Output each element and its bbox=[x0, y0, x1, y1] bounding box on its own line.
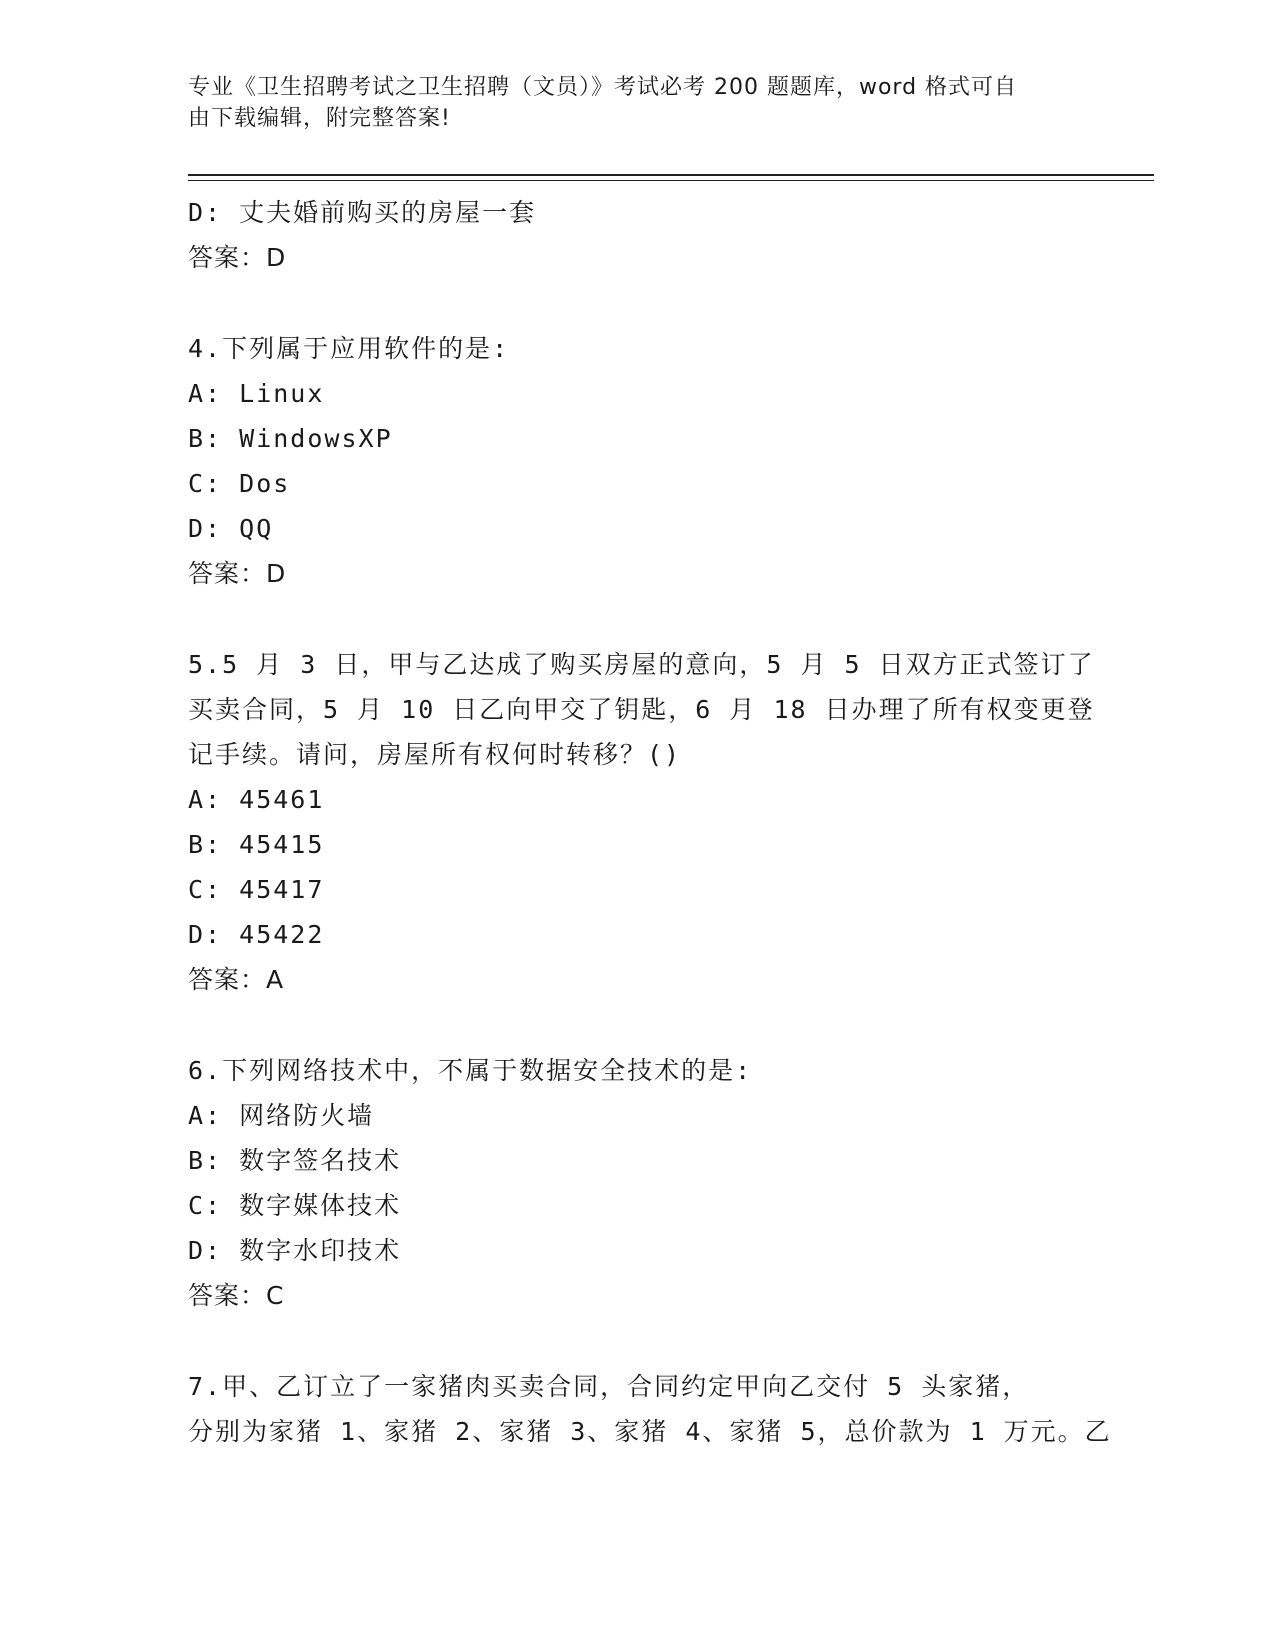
option-b: B: 数字签名技术 bbox=[188, 1146, 402, 1175]
option-d: D: 45422 bbox=[188, 920, 325, 949]
question-4 bbox=[188, 326, 1108, 596]
option-d: D: 丈夫婚前购买的房屋一套 bbox=[188, 198, 537, 227]
question-3-tail bbox=[188, 190, 1108, 280]
option-a: A: 网络防火墙 bbox=[188, 1101, 375, 1130]
question-stem-line-3: 记手续。请问，房屋所有权何时转移？() bbox=[188, 740, 682, 769]
option-d: D: 数字水印技术 bbox=[188, 1236, 402, 1265]
question-stem-line-1: 5.5 月 3 日，甲与乙达成了购买房屋的意向，5 月 5 日双方正式签订了 bbox=[188, 650, 1095, 679]
question-stem: 6.下列网络技术中，不属于数据安全技术的是: bbox=[188, 1056, 753, 1085]
option-c: C: Dos bbox=[188, 469, 291, 498]
option-b: B: 45415 bbox=[188, 830, 325, 859]
answer: 答案：C bbox=[188, 1281, 285, 1310]
answer: 答案：A bbox=[188, 965, 285, 994]
answer: 答案：D bbox=[188, 243, 287, 272]
question-stem-line-2: 买卖合同，5 月 10 日乙向甲交了钥匙，6 月 18 日办理了所有权变更登 bbox=[188, 695, 1095, 724]
option-a: A: 45461 bbox=[188, 785, 325, 814]
question-stem-line-2: 分别为家猪 1、家猪 2、家猪 3、家猪 4、家猪 5，总价款为 1 万元。乙 bbox=[188, 1417, 1112, 1446]
header-line-1: 专业《卫生招聘考试之卫生招聘（文员）》考试必考 200 题题库，word 格式可自 bbox=[188, 75, 1018, 100]
header-rule-top bbox=[188, 174, 1154, 176]
option-b: B: WindowsXP bbox=[188, 424, 393, 453]
option-c: C: 45417 bbox=[188, 875, 325, 904]
document-header bbox=[188, 72, 1068, 134]
header-line-2: 由下载编辑，附完整答案! bbox=[188, 106, 451, 131]
option-c: C: 数字媒体技术 bbox=[188, 1191, 402, 1220]
question-7 bbox=[188, 1364, 1112, 1454]
question-stem-line-1: 7.甲、乙订立了一家猪肉买卖合同，合同约定甲向乙交付 5 头家猪， bbox=[188, 1372, 1030, 1401]
question-stem: 4.下列属于应用软件的是: bbox=[188, 334, 510, 363]
question-6 bbox=[188, 1048, 1108, 1318]
answer: 答案：D bbox=[188, 559, 287, 588]
question-5 bbox=[188, 642, 1108, 1002]
header-rule-bottom bbox=[188, 180, 1154, 181]
option-a: A: Linux bbox=[188, 379, 325, 408]
document-body bbox=[188, 190, 1112, 1454]
option-d: D: QQ bbox=[188, 514, 274, 543]
